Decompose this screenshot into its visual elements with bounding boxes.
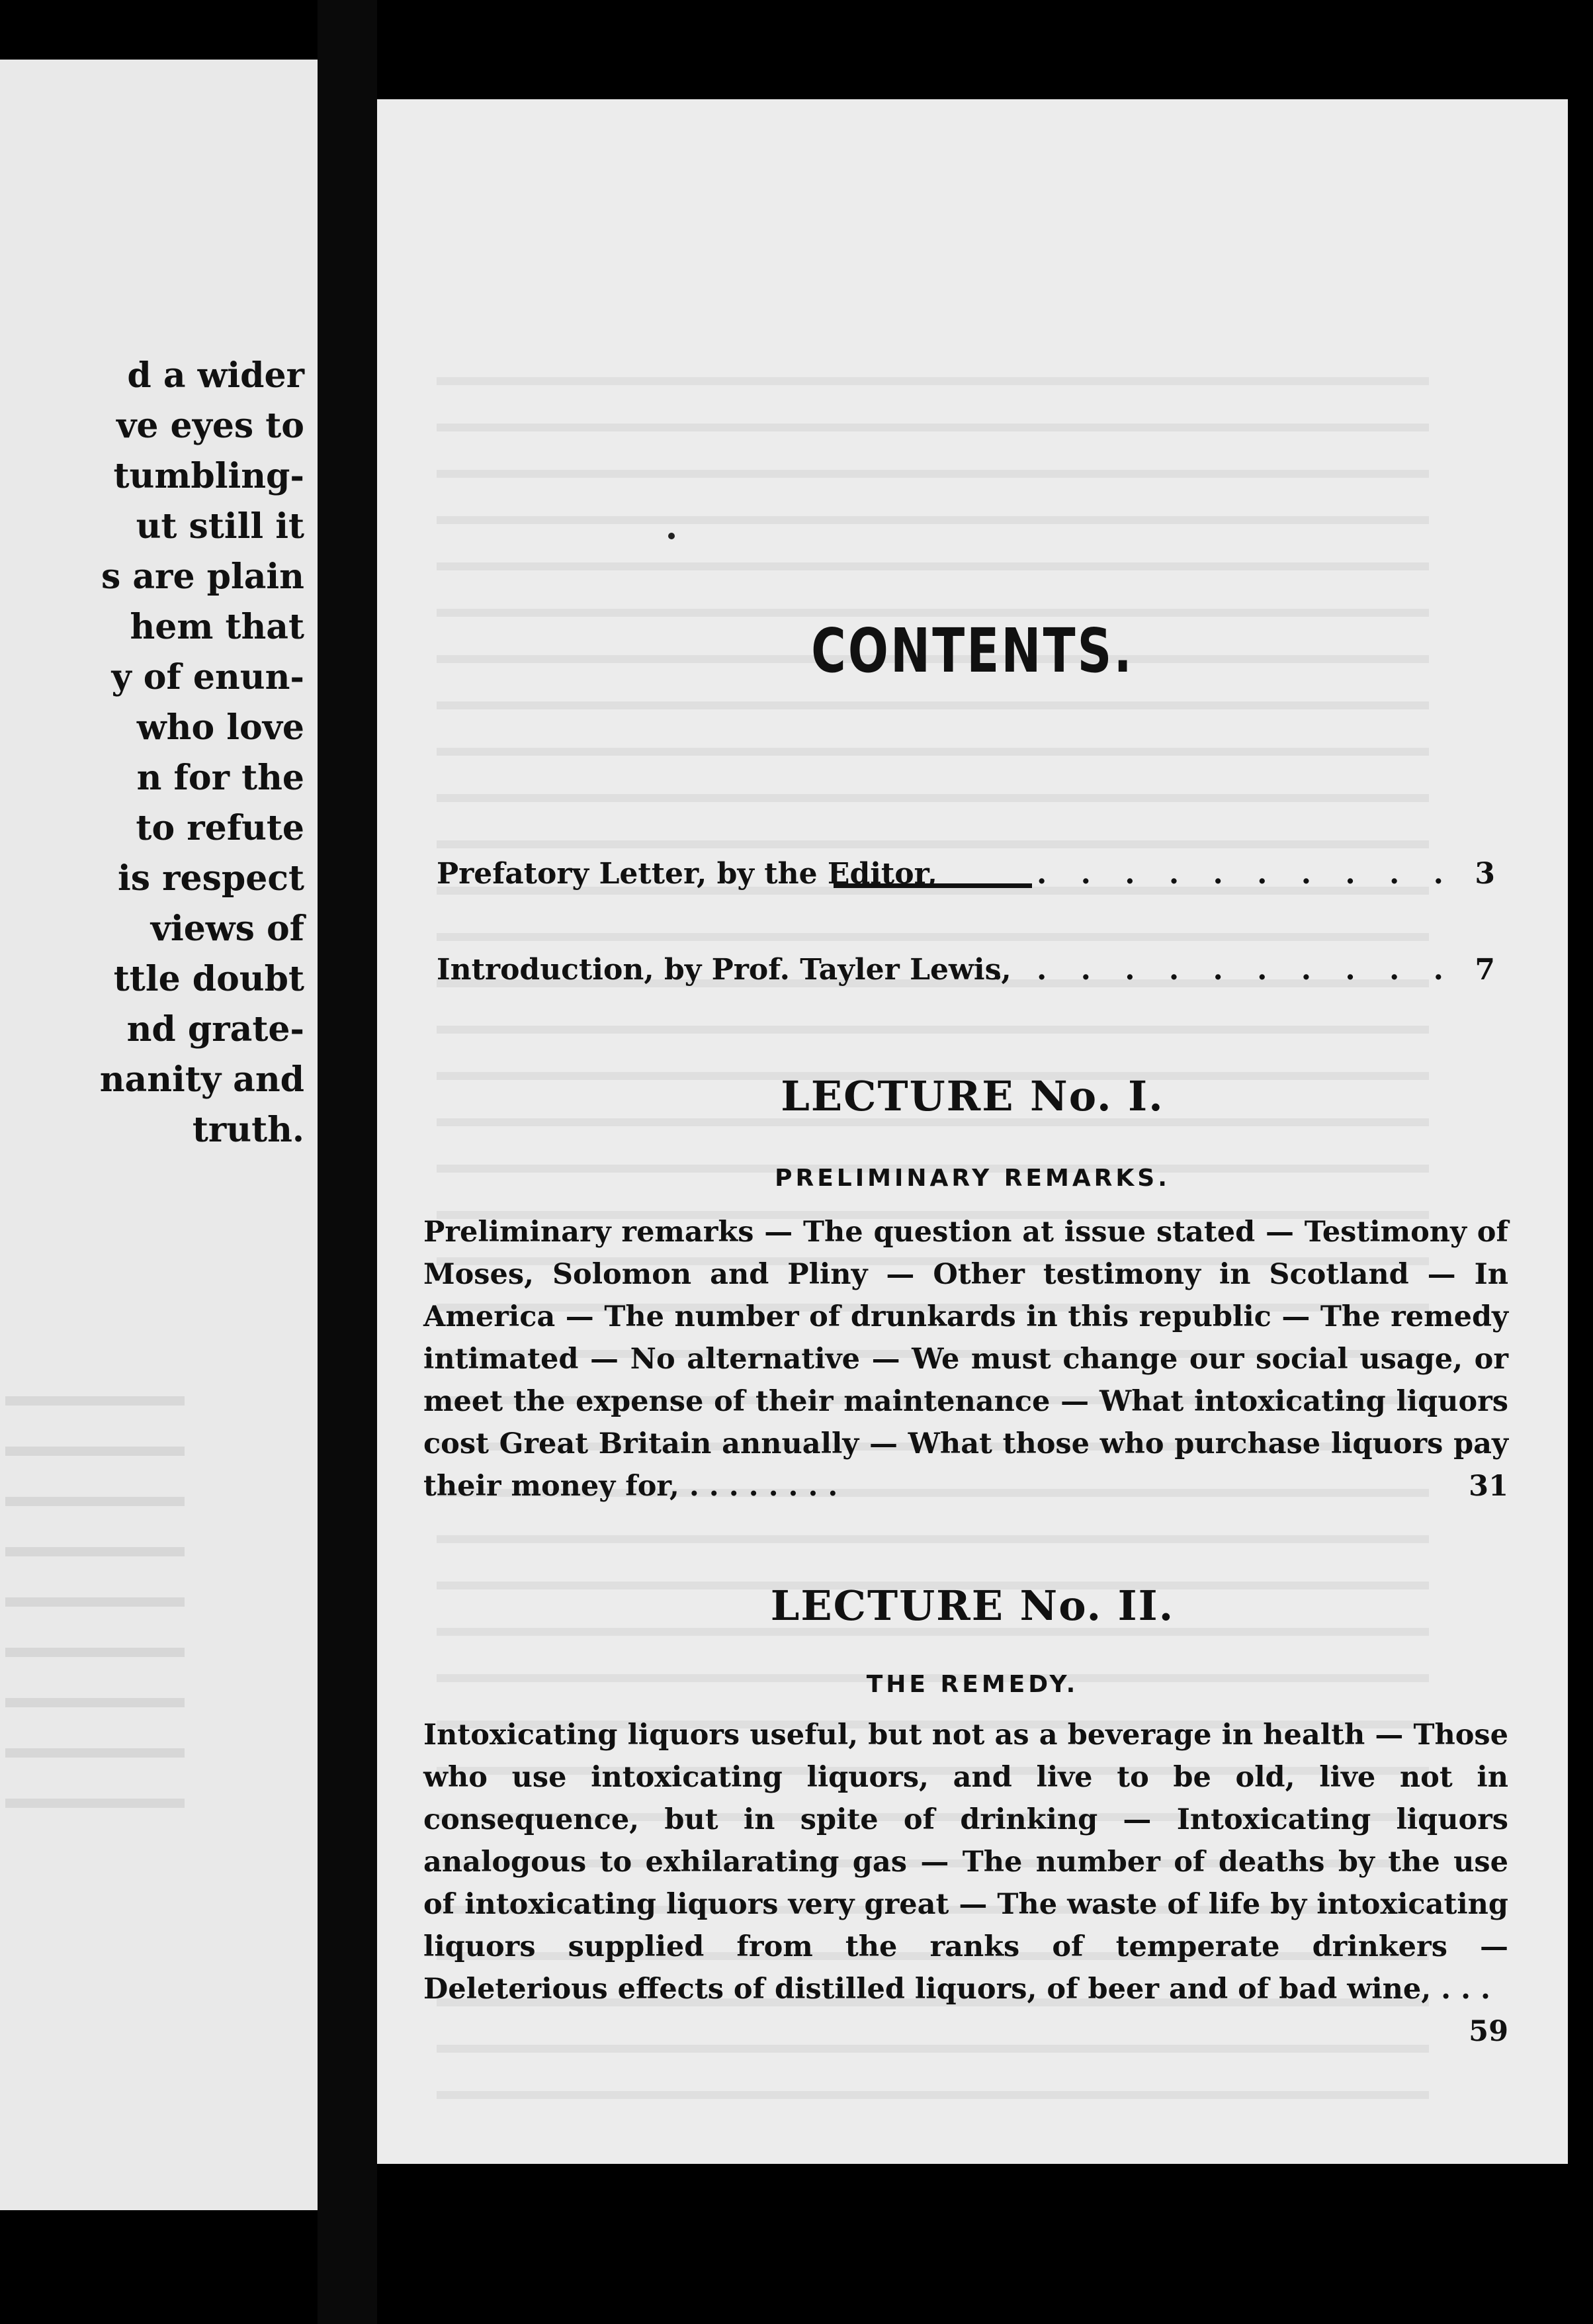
leader-dots: . . . . . . . . . . .: [992, 953, 1455, 987]
lecture-heading: LECTURE No. II.: [770, 1582, 1175, 1630]
toc-page-number: 59: [1469, 2015, 1508, 2048]
page-title: CONTENTS.: [811, 615, 1134, 686]
summary-text: Intoxicating liquors useful, but not as a beverage in health — Those who use intoxicating liquors, and live to be old, live not in consequence, but in spite of drinking — Intoxicating liquors analogous to exhilarating gas — The number of deaths by the use of intoxicating liquors very great — The waste of life by intoxicating liquors supplied from the ranks of temperate drinkers — Deleterious effects of distilled liquors, of beer and of bad wine, . . .: [423, 1719, 1508, 2006]
summary-text: Preliminary remarks — The question at issue stated — Testimony of Moses, Solomon and Pliny — Other testimony in Scotland — In America — The number of drunkards in this republic — The remedy intimated — No alternative — We must change our social usage, or meet the expense of their maintenance — What intoxicating liquors cost Great Britain annually — What those who purchase liquors pay their money for, . . . . . . . .: [423, 1216, 1508, 1503]
left-page-line: views of: [150, 909, 304, 949]
left-facing-page: [0, 60, 318, 2210]
left-page-line: truth.: [192, 1110, 304, 1150]
left-page-line: nanity and: [99, 1059, 304, 1100]
show-through-text: [5, 1396, 304, 2058]
lecture-heading: LECTURE No. I.: [781, 1072, 1164, 1120]
left-page-line: y of enun-: [111, 657, 304, 697]
contents-page: [377, 99, 1568, 2164]
left-page-line: who love: [136, 707, 304, 748]
left-page-line: nd grate-: [126, 1009, 304, 1050]
toc-entry-label: Prefatory Letter, by the Editor,: [437, 857, 937, 891]
toc-page-number: 31: [1469, 1470, 1508, 1503]
left-page-line: hem that: [130, 607, 304, 647]
book-gutter: [318, 0, 377, 2324]
left-page-line: n for the: [136, 758, 304, 798]
toc-page-number: 3: [1475, 857, 1495, 891]
lecture-subheading: THE REMEDY.: [866, 1671, 1079, 1698]
toc-entry-label: Introduction, by Prof. Tayler Lewis,: [437, 953, 1012, 987]
left-page-line: d a wider: [127, 355, 304, 396]
left-page-line: is respect: [117, 858, 304, 899]
left-page-line: ut still it: [136, 506, 304, 547]
toc-page-number: 7: [1475, 953, 1495, 987]
lecture-subheading: PRELIMINARY REMARKS.: [775, 1165, 1170, 1192]
left-page-line: ttle doubt: [113, 959, 304, 999]
lecture-summary: [423, 1211, 1508, 1507]
left-page-line: ve eyes to: [116, 406, 304, 446]
left-page-line: tumbling-: [113, 456, 304, 496]
left-page-line: to refute: [136, 808, 304, 848]
leader-dots: . . . . . . . . . .: [1036, 857, 1455, 891]
lecture-summary: [423, 1714, 1508, 2053]
left-page-line: s are plain: [101, 557, 304, 597]
print-speck: [668, 533, 675, 539]
